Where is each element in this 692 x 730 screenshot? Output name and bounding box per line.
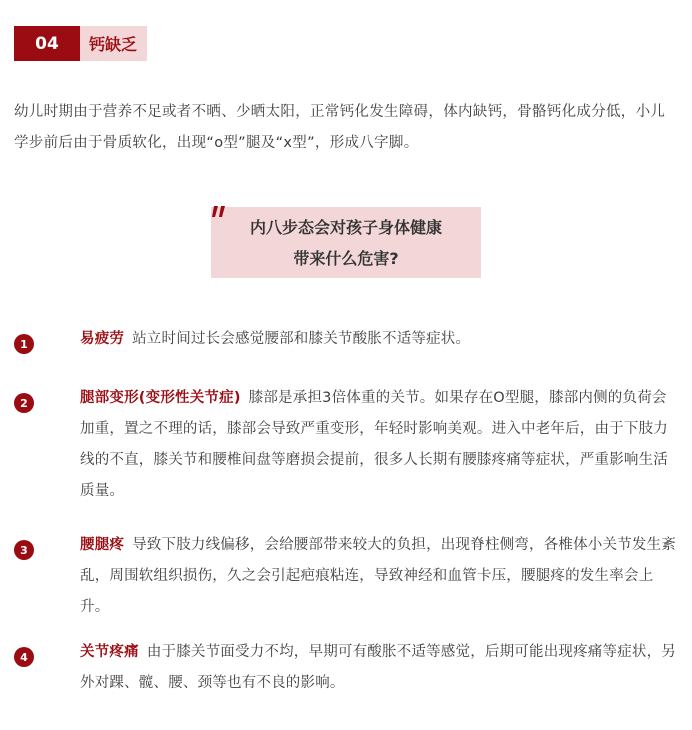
item-title: 易疲劳	[80, 331, 125, 347]
quote-mark-icon	[211, 205, 227, 225]
section-header	[14, 26, 147, 61]
item-description: 膝部是承担3倍体重的关节。如果存在O型腿，膝部内侧的负荷会加重，置之不理的话，膝部会导致严重变形，年轻时影响美观。进入中老年后，由于下肢力线的不直，膝关节和腰椎间盘等磨损会提前，很多人长期有腰膝疼痛等症状，严重影响生活质量。	[80, 390, 668, 499]
section-number: 04	[14, 26, 80, 61]
item-description: 站立时间过长会感觉腰部和膝关节酸胀不适等症状。	[132, 331, 471, 347]
item-text	[80, 324, 680, 355]
item-number-badge: 2	[14, 393, 34, 413]
question-callout	[211, 207, 481, 278]
intro-paragraph: 幼儿时期由于营养不足或者不晒、少晒太阳，正常钙化发生障碍，体内缺钙，骨骼钙化成分低，小儿学步前后由于骨质软化，出现“o型”腿及“x型”，形成八字脚。	[14, 104, 666, 151]
item-number-badge: 1	[14, 334, 34, 354]
item-number-badge: 4	[14, 647, 34, 667]
item-text	[80, 637, 680, 699]
callout-line-1: 内八步态会对孩子身体健康	[249, 218, 442, 237]
item-number-badge: 3	[14, 540, 34, 560]
item-text	[80, 530, 680, 623]
item-description: 导致下肢力线偏移，会给腰部带来较大的负担，出现脊柱侧弯，各椎体小关节发生紊乱，周围软组织损伤，久之会引起疤痕粘连，导致神经和血管卡压，腰腿疼的发生率会上升。	[80, 537, 677, 615]
section-label: 钙缺乏	[80, 26, 147, 61]
item-title: 腿部变形(变形性关节症)	[80, 390, 241, 406]
callout-line-2: 带来什么危害?	[293, 249, 399, 268]
item-title: 关节疼痛	[80, 644, 139, 660]
item-title: 腰腿疼	[80, 537, 125, 553]
item-text	[80, 383, 680, 507]
item-description: 由于膝关节面受力不均，早期可有酸胀不适等感觉，后期可能出现疼痛等症状，另外对踝、髋、腰、颈等也有不良的影响。	[80, 644, 677, 691]
